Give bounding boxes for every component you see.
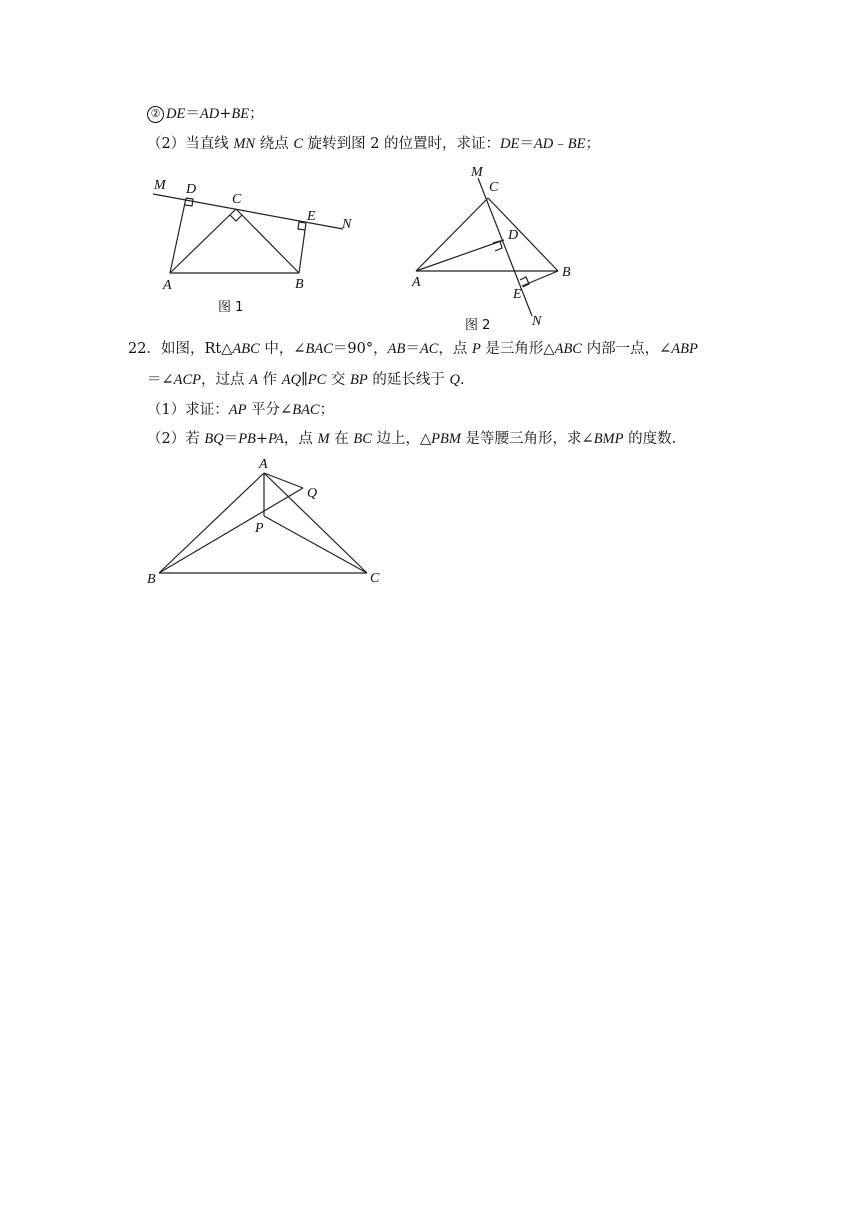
- text: ，点: [283, 431, 318, 447]
- parallel-sign: ∥: [301, 372, 308, 388]
- equals-sign: ＝: [185, 106, 200, 122]
- text: 平分∠: [246, 402, 293, 418]
- text: 内部一点，∠: [581, 341, 672, 357]
- point-m: M: [317, 431, 330, 447]
- segment-pb: PB: [238, 431, 256, 447]
- text: 旋转到图 2 的位置时，求证：: [302, 136, 501, 152]
- segment-be: BE: [567, 136, 586, 152]
- label-C: C: [232, 192, 242, 207]
- label-B: B: [295, 277, 304, 292]
- segment-pc: PC: [307, 372, 327, 388]
- label-C: C: [370, 571, 380, 586]
- text: +: [255, 431, 269, 447]
- segment-pa: PA: [268, 431, 284, 447]
- angle-bac: BAC: [292, 402, 320, 418]
- segment-aq: AQ: [281, 372, 302, 388]
- label-D: D: [508, 228, 519, 243]
- segment-aq: [264, 473, 303, 488]
- angle-acp: ACP: [173, 372, 202, 388]
- segment-ad: AD: [533, 136, 554, 152]
- text: 绕点: [255, 136, 294, 152]
- label-B: B: [562, 265, 571, 280]
- figure-1-caption: 图 1: [218, 300, 244, 315]
- text: ＝90°，: [332, 341, 388, 357]
- text: 交: [326, 372, 351, 388]
- label-C: C: [489, 180, 499, 195]
- text: 是等腰三角形，求∠: [460, 431, 594, 447]
- segment-bq: [159, 488, 303, 573]
- label-D: D: [186, 182, 197, 197]
- text: 中，∠: [259, 341, 306, 357]
- segment-de: DE: [166, 106, 186, 122]
- text: 的度数.: [623, 431, 677, 447]
- text: 是三角形△: [480, 341, 555, 357]
- point-q: Q: [449, 372, 460, 388]
- angle-bac: BAC: [305, 341, 333, 357]
- text: ，过点: [201, 372, 250, 388]
- text: （2）若: [147, 431, 205, 447]
- segment-ab: AB: [387, 341, 406, 357]
- label-A: A: [163, 278, 172, 293]
- text: ；: [319, 402, 335, 418]
- label-A: A: [259, 457, 268, 472]
- item2-marker: ②: [147, 106, 164, 123]
- punct: ；: [249, 106, 264, 122]
- question-number: 22．: [128, 341, 161, 357]
- text: ＝: [223, 431, 239, 447]
- text: （2）当直线: [147, 136, 234, 152]
- segment-bq: BQ: [204, 431, 224, 447]
- label-P: P: [255, 521, 264, 536]
- point-a: A: [249, 372, 259, 388]
- text: 如图，Rt△: [160, 341, 233, 357]
- equals-sign: ＝: [519, 136, 534, 152]
- angle-abp: ABP: [671, 341, 698, 357]
- segment-ad: AD: [199, 106, 220, 122]
- label-M: M: [154, 178, 166, 193]
- triangle-abc: ABC: [554, 341, 582, 357]
- triangle-abc: ABC: [232, 341, 260, 357]
- text: 作: [258, 372, 282, 388]
- figure-2-caption: 图 2: [465, 318, 491, 333]
- punct: ；: [585, 136, 600, 152]
- text: ＝: [405, 341, 420, 357]
- segment-de: DE: [500, 136, 520, 152]
- segment-be: BE: [231, 106, 250, 122]
- label-E: E: [513, 287, 522, 302]
- label-Q: Q: [307, 486, 318, 501]
- label-M: M: [471, 165, 483, 180]
- text: 边上，△: [371, 431, 432, 447]
- text: ＝∠: [147, 372, 174, 388]
- label-N: N: [532, 314, 542, 329]
- point-p: P: [471, 341, 481, 357]
- angle-bmp: BMP: [593, 431, 624, 447]
- plus-sign: +: [219, 106, 232, 122]
- label-B: B: [147, 572, 156, 587]
- segment-bc: BC: [353, 431, 372, 447]
- segment-pc: [264, 516, 367, 573]
- text: 的延长线于: [367, 372, 450, 388]
- text: ，点: [438, 341, 472, 357]
- segment-ap: AP: [228, 402, 247, 418]
- text: （1）求证：: [147, 402, 229, 418]
- point-c: C: [293, 136, 303, 152]
- minus-sign: ﹣: [553, 136, 568, 152]
- label-A: A: [412, 275, 421, 290]
- text: 在: [329, 431, 354, 447]
- segment-ab: [159, 473, 264, 573]
- triangle-pbm: PBM: [431, 431, 461, 447]
- label-E: E: [307, 209, 316, 224]
- label-N: N: [342, 217, 352, 232]
- text: .: [459, 372, 465, 388]
- line-mn: MN: [233, 136, 256, 152]
- segment-ac: AC: [419, 341, 439, 357]
- segment-bp: BP: [350, 372, 368, 388]
